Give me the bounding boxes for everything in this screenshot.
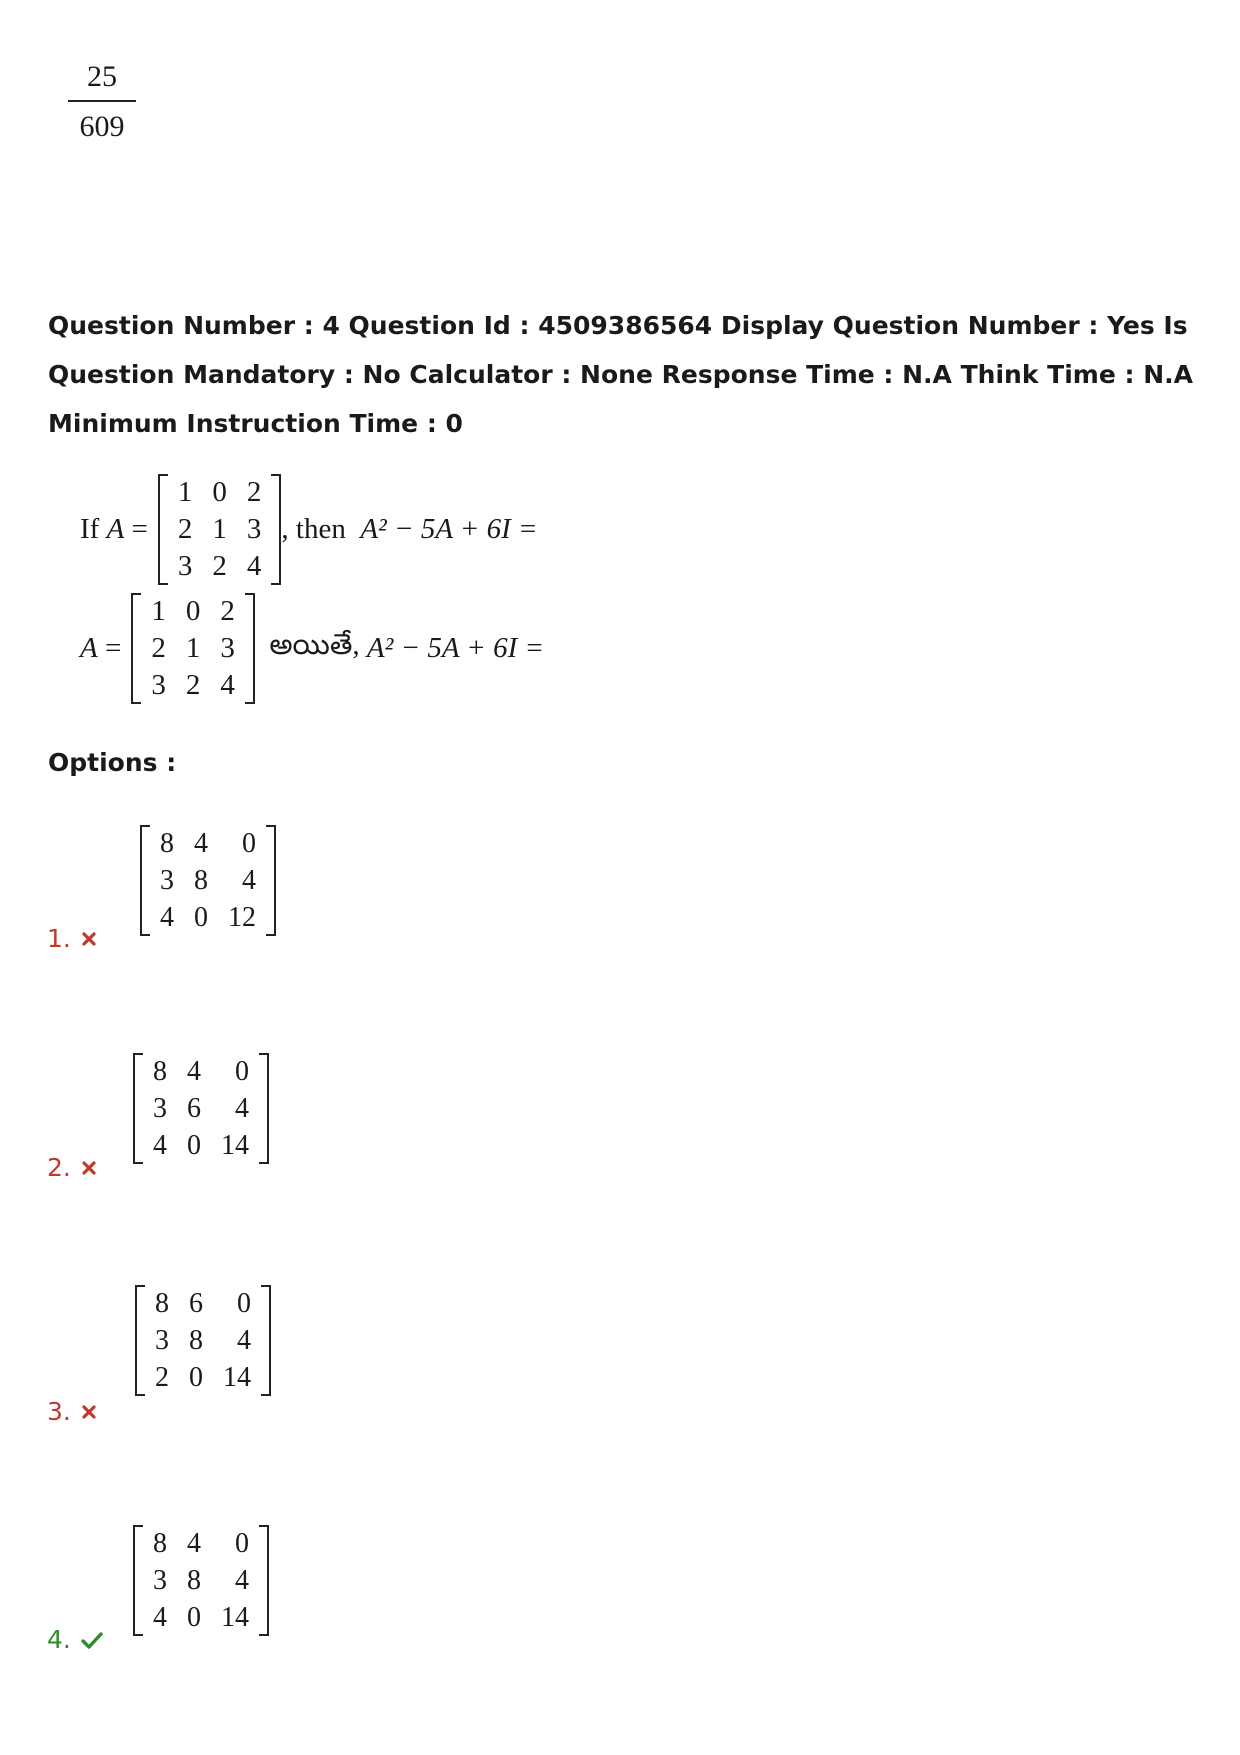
question-matrix-telugu (131, 593, 255, 704)
matrix-cell: 14 (221, 1602, 249, 1633)
matrix-cell: 12 (228, 902, 256, 933)
question-var-telugu: A (80, 632, 98, 664)
matrix-cell: 2 (220, 595, 235, 627)
matrix-cell: 0 (242, 828, 256, 859)
matrix-cell: 4 (153, 1602, 167, 1633)
option-3-label[interactable] (47, 1397, 97, 1426)
matrix-cell: 3 (151, 669, 166, 701)
options-heading: Options : (48, 748, 177, 777)
matrix-cell: 2 (155, 1362, 169, 1393)
option-4-label[interactable] (47, 1625, 103, 1654)
matrix-cell: 3 (246, 513, 262, 545)
matrix-cell: 0 (235, 1528, 249, 1559)
matrix-cell: 4 (187, 1056, 201, 1087)
question-telugu (80, 593, 544, 704)
matrix-cell: 14 (223, 1362, 251, 1393)
option-2-matrix (133, 1053, 269, 1164)
matrix-cell: 8 (153, 1056, 167, 1087)
question-english (80, 474, 538, 585)
question-var: A (106, 513, 125, 545)
question-then-text: , then (281, 513, 346, 545)
question-expression-telugu: A² − 5A + 6I = (366, 632, 545, 664)
matrix-cell: 0 (187, 1602, 201, 1633)
matrix-cell: 8 (153, 1528, 167, 1559)
cross-icon (81, 931, 97, 947)
matrix-cell: 4 (235, 1565, 249, 1596)
option-3-matrix (135, 1285, 271, 1396)
matrix-cell: 4 (235, 1093, 249, 1124)
matrix-cell: 3 (220, 632, 235, 664)
telugu-word: అయితే, (269, 628, 360, 661)
matrix-cell: 1 (212, 513, 227, 545)
question-matrix (158, 474, 282, 585)
matrix-cell: 4 (242, 865, 256, 896)
option-number: 1. (47, 924, 71, 953)
matrix-cell: 4 (246, 550, 262, 582)
matrix-cell: 4 (160, 902, 174, 933)
matrix-cell: 0 (237, 1288, 251, 1319)
matrix-cell: 4 (153, 1130, 167, 1161)
matrix-cell: 8 (187, 1565, 201, 1596)
question-expression: A² − 5A + 6I = (360, 513, 538, 545)
matrix-cell: 3 (155, 1325, 169, 1356)
matrix-cell: 1 (185, 632, 201, 664)
question-if-text: If (80, 513, 100, 545)
question-eq-telugu: = (104, 632, 122, 664)
matrix-cell: 3 (177, 550, 193, 582)
matrix-cell: 2 (151, 632, 166, 664)
matrix-cell: 3 (153, 1565, 167, 1596)
matrix-cell: 4 (187, 1528, 201, 1559)
option-number: 2. (47, 1153, 71, 1182)
matrix-cell: 4 (194, 828, 208, 859)
option-1-matrix (140, 825, 276, 936)
matrix-cell: 2 (185, 669, 201, 701)
question-eq: = (131, 513, 148, 545)
option-2-label[interactable] (47, 1153, 97, 1182)
option-4-matrix (133, 1525, 269, 1636)
question-meta: Question Number : 4 Question Id : 4509386564 Display Question Number : Yes Is Question Mandatory : No Calculator : None Response Time : N.A Think Time : N.A Minimum Instruction Time : 0 (48, 311, 1193, 438)
matrix-cell: 8 (194, 865, 208, 896)
matrix-cell: 0 (187, 1130, 201, 1161)
matrix-cell: 8 (160, 828, 174, 859)
option-number: 3. (47, 1397, 71, 1426)
matrix-cell: 4 (220, 669, 235, 701)
matrix-cell: 0 (185, 595, 201, 627)
matrix-cell: 6 (189, 1288, 203, 1319)
matrix-cell: 3 (160, 865, 174, 896)
matrix-cell: 2 (212, 550, 227, 582)
matrix-cell: 8 (189, 1325, 203, 1356)
matrix-cell: 0 (235, 1056, 249, 1087)
matrix-cell: 0 (189, 1362, 203, 1393)
matrix-cell: 2 (246, 476, 262, 508)
matrix-cell: 0 (212, 476, 227, 508)
matrix-cell: 1 (177, 476, 193, 508)
fraction-denominator: 609 (79, 110, 125, 143)
matrix-cell: 1 (151, 595, 166, 627)
matrix-cell: 2 (177, 513, 193, 545)
option-1-label[interactable] (47, 924, 97, 953)
matrix-cell: 6 (187, 1093, 201, 1124)
fraction-numerator: 25 (87, 60, 117, 93)
matrix-cell: 4 (237, 1325, 251, 1356)
matrix-cell: 0 (194, 902, 208, 933)
matrix-cell: 14 (221, 1130, 249, 1161)
previous-option-fraction (72, 62, 132, 142)
cross-icon (81, 1160, 97, 1176)
check-icon (81, 1631, 103, 1649)
matrix-cell: 8 (155, 1288, 169, 1319)
matrix-cell: 3 (153, 1093, 167, 1124)
option-number: 4. (47, 1625, 71, 1654)
cross-icon (81, 1404, 97, 1420)
